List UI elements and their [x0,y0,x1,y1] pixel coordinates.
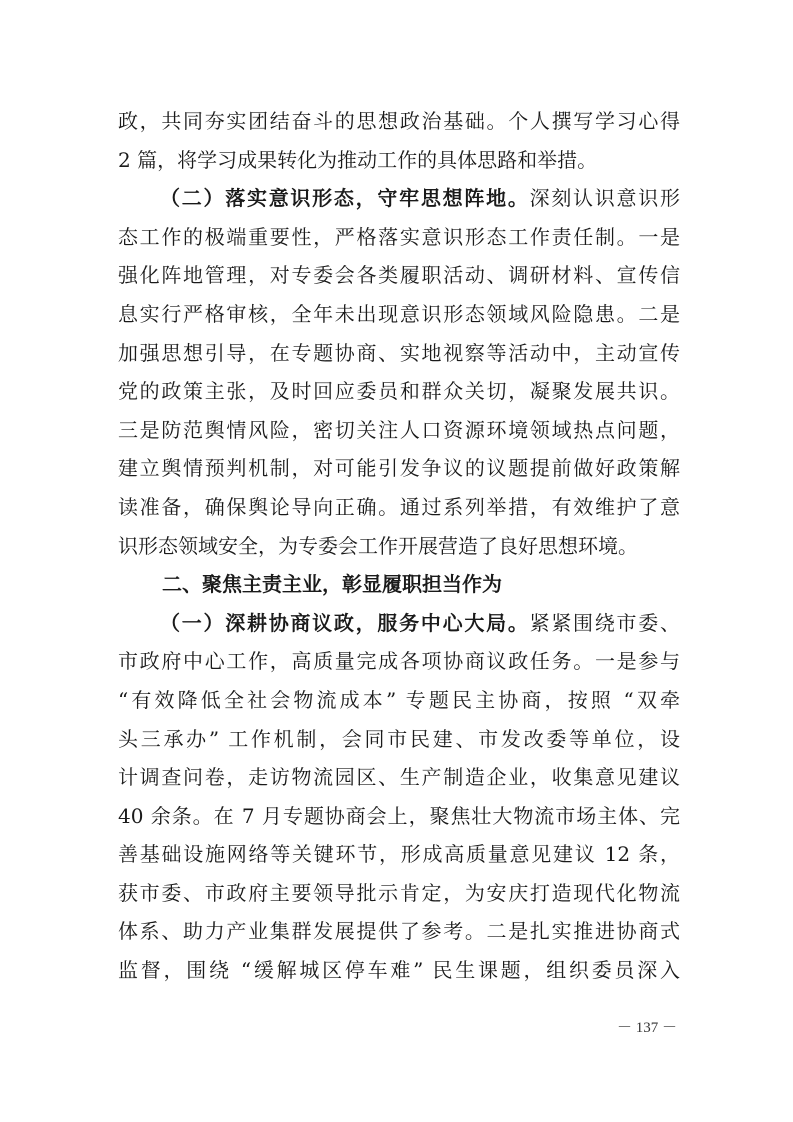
page-number: － 137 － [617,1020,678,1036]
text-line: 获市委、市政府主要领导批示肯定，为安庆打造现代化物流 [118,880,680,905]
text-line: 加强思想引导，在专题协商、实地视察等活动中，主动宣传 [118,340,680,365]
paragraph-first-line [118,179,680,218]
text-line: 头三承办” 工作机制，会同市民建、市发改委等单位，设 [118,726,680,751]
text-line: 三是防范舆情风险，密切关注人口资源环境领域热点问题， [118,417,680,442]
section-heading: 二、聚焦主责主业，彰显履职担当作为 [162,572,502,597]
text-line: 计调查问卷，走访物流园区、生产制造企业，收集意见建议 [118,765,680,790]
text-line: 党的政策主张，及时回应委员和群众关切，凝聚发展共识。 [118,379,680,404]
text-line: 强化阵地管理，对专委会各类履职活动、调研材料、宣传信 [118,263,680,288]
paragraph-first-line [118,604,680,643]
text-line: 识形态领域安全，为专委会工作开展营造了良好思想环境。 [118,533,638,558]
document-body [118,102,680,990]
text-line: 读准备，确保舆论导向正确。通过系列举措，有效维护了意 [118,494,680,519]
text-line: 息实行严格审核，全年未出现意识形态领域风险隐患。二是 [118,301,680,326]
text-line: “有效降低全社会物流成本” 专题民主协商，按照 “双牵 [118,687,680,712]
text-line: 政，共同夯实团结奋斗的思想政治基础。个人撰写学习心得 [118,109,680,133]
text-line: 建立舆情预判机制，对可能引发争议的议题提前做好政策解 [118,456,680,481]
text-fragment: 紧紧围绕市委、 [529,610,681,635]
section-subheading: （二）落实意识形态，守牢思想阵地。 [160,186,530,211]
text-line: 体系、助力产业集群发展提供了参考。二是扎实推进协商式 [118,919,680,944]
text-line: 善基础设施网络等关键环节，形成高质量意见建议 12 条， [118,842,680,867]
text-line: 市政府中心工作，高质量完成各项协商议政任务。一是参与 [118,649,680,674]
text-line: 态工作的极端重要性，严格落实意识形态工作责任制。一是 [118,224,680,249]
section-subheading: （一）深耕协商议政，服务中心大局。 [160,610,530,635]
text-line: 40 余条。在 7 月专题协商会上，聚焦壮大物流市场主体、完 [118,803,680,828]
text-line: 2 篇，将学习成果转化为推动工作的具体思路和举措。 [118,147,598,172]
text-fragment: 深刻认识意识形 [529,186,681,211]
text-line: 监督，围绕 “缓解城区停车难” 民生课题，组织委员深入 [118,958,680,983]
